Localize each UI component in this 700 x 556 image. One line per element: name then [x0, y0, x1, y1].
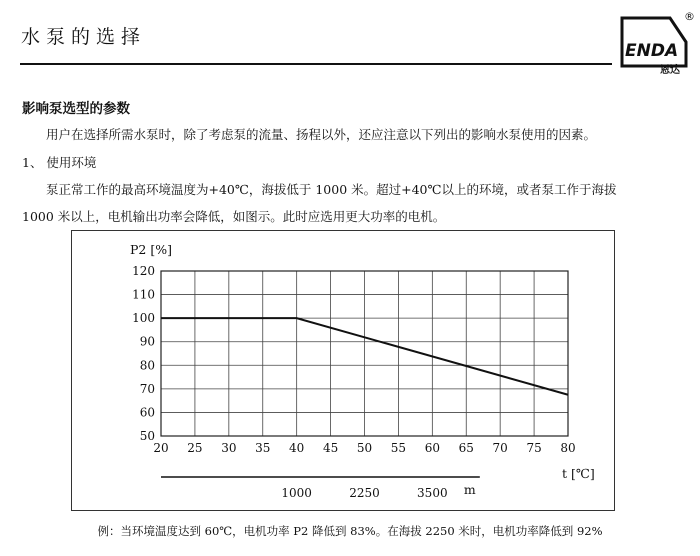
page-title: 水泵的选择 — [21, 26, 147, 48]
x-tick-label: 25 — [187, 441, 203, 455]
x-tick-label: 50 — [356, 441, 373, 455]
altitude-tick-label: 2250 — [349, 486, 380, 500]
y-tick-label: 70 — [139, 381, 155, 396]
y-tick-label: 90 — [139, 334, 155, 349]
y-axis-label: P2 [%] — [130, 242, 172, 257]
subsection-heading: 1、 使用环境 — [22, 155, 97, 170]
x-tick-label: 55 — [390, 441, 407, 455]
altitude-axis-unit: m — [463, 482, 476, 497]
intro-paragraph: 用户在选择所需水泵时，除了考虑泵的流量、扬程以外，还应注意以下列出的影响水泵使用的因素。 — [46, 127, 597, 142]
y-tick-label: 110 — [132, 287, 155, 302]
x-axis-label: t [℃] — [562, 466, 595, 481]
altitude-tick-label: 3500 — [417, 486, 448, 500]
logo-wordmark: ENDA — [625, 41, 679, 61]
x-tick-label: 75 — [526, 441, 542, 455]
y-tick-label: 80 — [139, 358, 155, 373]
section-title: 影响泵选型的参数 — [22, 101, 130, 117]
logo-subtext: 恩达 — [660, 65, 680, 74]
x-tick-label: 60 — [424, 441, 440, 455]
y-tick-label: 100 — [132, 311, 155, 326]
registered-mark: ® — [684, 10, 695, 23]
environment-paragraph-line2: 1000 米以上，电机输出功率会降低，如图示。此时应选用更大功率的电机。 — [22, 209, 446, 224]
x-tick-label: 35 — [255, 441, 271, 455]
x-tick-label: 80 — [560, 441, 576, 455]
environment-paragraph-line1: 泵正常工作的最高环境温度为+40℃，海拔低于 1000 米。超过+40℃以上的环境，或者泵工作于海拔 — [46, 182, 617, 197]
y-tick-label: 60 — [139, 405, 155, 420]
y-tick-label: 50 — [139, 429, 155, 443]
altitude-tick-label: 1000 — [281, 486, 312, 500]
x-tick-label: 20 — [153, 441, 169, 455]
chart-caption: 例：当环境温度达到 60℃，电机功率 P2 降低到 83%。在海拔 2250 米时，电机功率降低到 92% — [97, 524, 603, 538]
x-tick-label: 70 — [492, 441, 508, 455]
y-tick-label: 120 — [132, 264, 155, 278]
x-tick-label: 30 — [221, 441, 237, 455]
x-tick-label: 65 — [458, 441, 474, 455]
x-tick-label: 40 — [289, 441, 305, 455]
x-tick-label: 45 — [322, 441, 339, 455]
